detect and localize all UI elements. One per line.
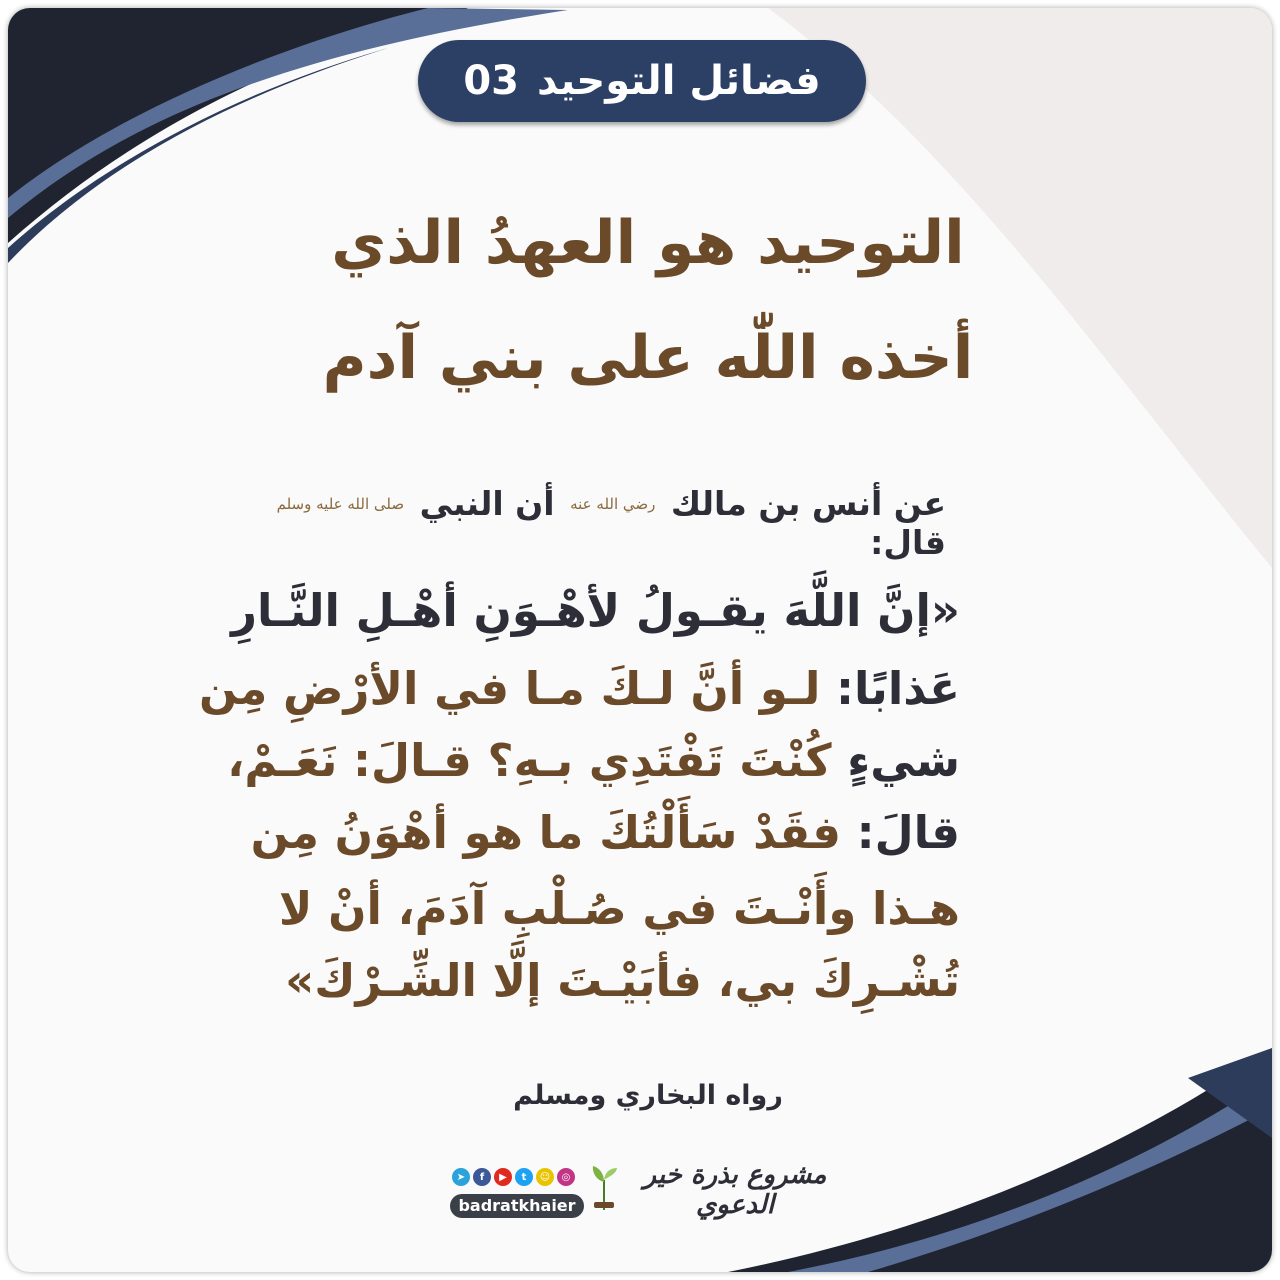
hadith-line-3: شيءٍ كُنْتَ تَفْتَدِي بـهِ؟ قـالَ: نَعَـمْ، [227, 734, 960, 787]
account-handle: badratkhaier [450, 1194, 584, 1218]
youtube-icon[interactable]: ▶ [494, 1168, 512, 1186]
hadith-line-4: قالَ: فقَدْ سَأَلْتُكَ ما هو أهْوَنُ مِن [250, 806, 960, 859]
honorific-radiallahu: رضي الله عنه [570, 495, 656, 513]
hadith-line-5: هـذا وأَنْـتَ في صُـلْبِ آدَمَ، أنْ لا [278, 882, 960, 935]
hadith-line-1: «إنَّ اللَّهَ يقـولُ لأهْـوَنِ أهْـلِ النَّـارِ [231, 584, 960, 637]
series-badge [418, 40, 866, 122]
heading-line-2: أخذه اللّٰه على بني آدم [322, 323, 974, 393]
hadith-source: رواه البخاري ومسلم [513, 1080, 783, 1111]
narration-intro [246, 484, 946, 562]
instagram-icon[interactable]: ◎ [557, 1168, 575, 1186]
telegram-icon[interactable]: ➤ [452, 1168, 470, 1186]
sprout-logo-icon [590, 1164, 618, 1212]
intro-part-1: عن أنس بن مالك [670, 484, 946, 523]
social-icons [452, 1168, 575, 1186]
series-title: فضائل التوحيد [537, 58, 821, 104]
hadith-line-2: عَذابًا: لـو أنَّ لـكَ مـا في الأرْضِ مِن [199, 662, 960, 715]
project-logo: مشروع بذرة خير الدعوي [643, 1160, 827, 1220]
post-card [8, 8, 1272, 1272]
intro-part-2: أن النبي [419, 484, 555, 523]
heading-line-1: التوحيد هو العهدُ الذي [331, 208, 965, 278]
hadith-line-6: تُشْـرِكَ بي، فأبَيْـتَ إلَّا الشِّـرْكَ» [285, 954, 960, 1007]
facebook-icon[interactable]: f [473, 1168, 491, 1186]
twitter-icon[interactable]: t [515, 1168, 533, 1186]
snapchat-icon[interactable]: ☺ [536, 1168, 554, 1186]
intro-part-3: قال: [870, 523, 946, 562]
honorific-salallahu: صلى الله عليه وسلم [276, 495, 405, 513]
series-number: 03 [463, 58, 519, 104]
